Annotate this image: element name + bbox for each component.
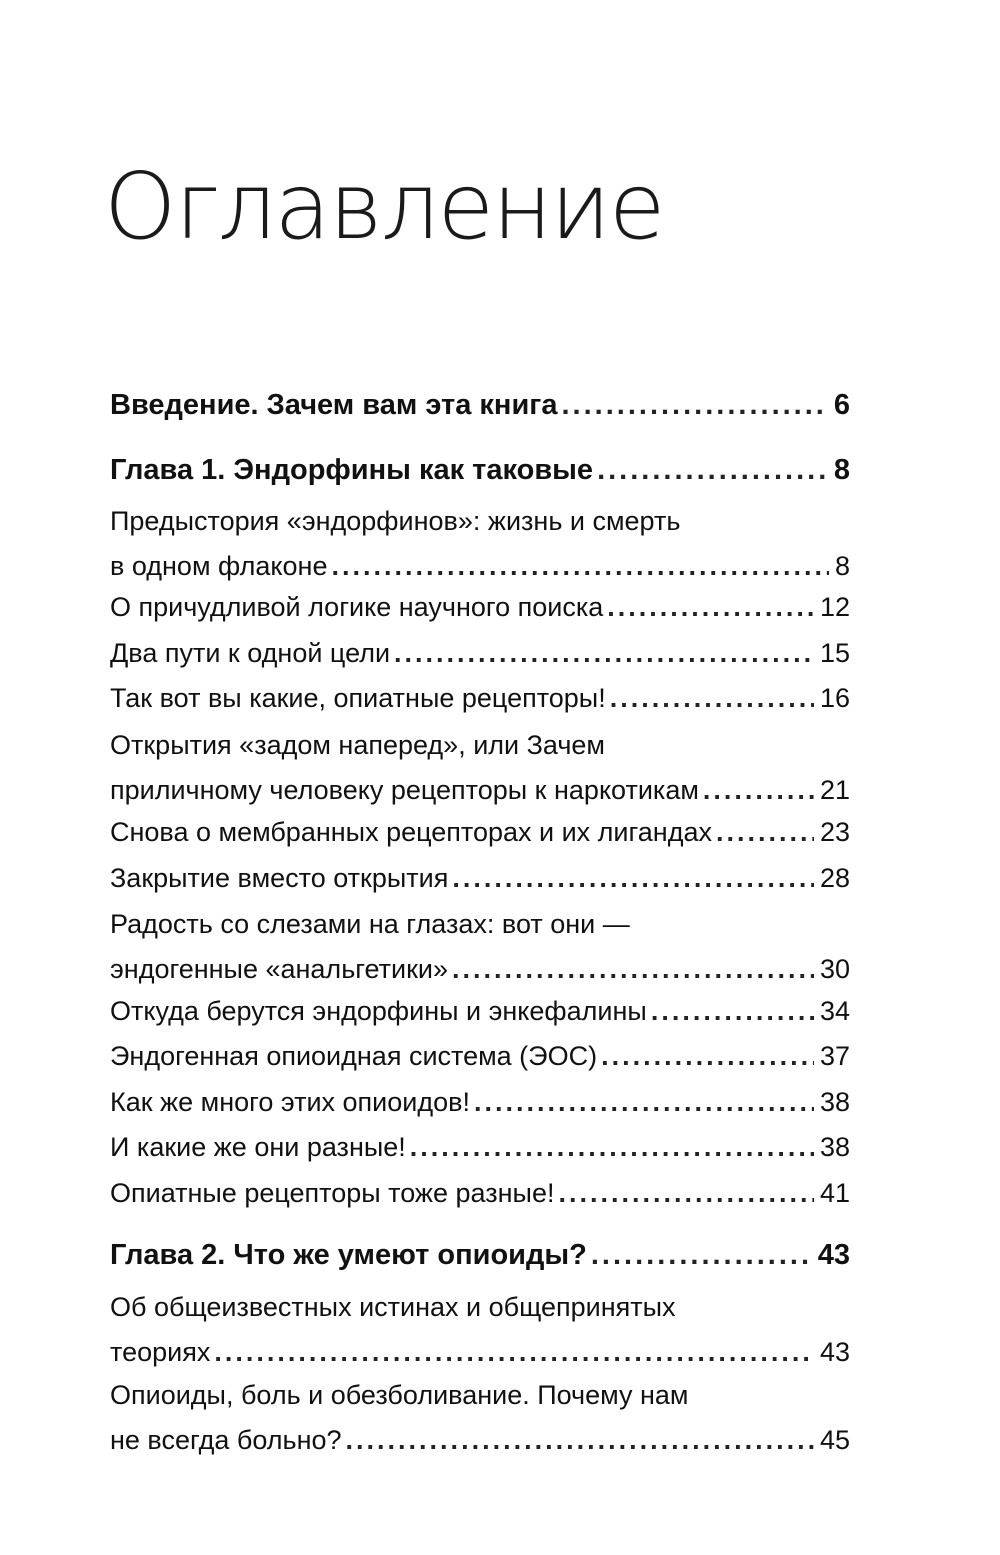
toc-entry [110,676,850,721]
toc-entry [110,585,850,630]
toc-page-number: 37 [819,1041,850,1071]
dot-leader [410,1125,814,1170]
toc-page-number: 28 [819,863,850,893]
toc-entry-text: О причудливой логике научного поиска [110,592,604,622]
dot-leader [558,1171,813,1216]
dot-leader [346,1418,814,1463]
toc-page-number: 38 [819,1132,850,1162]
toc-page-number: 21 [819,775,850,805]
toc-entry-text: Глава 1. Эндорфины как таковые [110,454,594,486]
dot-leader [610,676,814,721]
toc-page-number: 6 [833,389,850,421]
toc-entry-introduction [110,383,850,428]
toc-entry-text: Как же много этих опиоидов! [110,1087,470,1117]
toc-entry [110,902,850,992]
toc-entry-chapter-2 [110,1233,850,1278]
toc-entry [110,1373,850,1463]
dot-leader [601,1034,814,1079]
toc-page-number: 43 [819,1337,850,1367]
toc-entry-text: Два пути к одной цели [110,638,391,668]
toc-entry-text: Глава 2. Что же умеют опиоиды? [110,1239,587,1271]
dot-leader [607,585,814,630]
dot-leader [561,383,827,428]
toc-entry [110,631,850,676]
toc-entry-text: Открытия «задом наперед», или Зачем [110,730,605,760]
toc-entry-chapter-1 [110,448,850,493]
toc-page-number: 12 [819,592,850,622]
dot-leader [703,768,814,813]
dot-leader [214,1330,814,1375]
toc-entry-text: Об общеизвестных истинах и общепринятых [110,1292,676,1322]
toc-entry [110,1285,850,1375]
toc-page-number: 23 [819,817,850,847]
toc-entry [110,1034,850,1079]
dot-leader [452,947,814,992]
toc-entry [110,810,850,855]
toc-entry-text: Так вот вы какие, опиатные рецепторы! [110,683,606,713]
toc-entry-text: Радость со слезами на глазах: вот они — [110,909,630,939]
dot-leader [651,989,814,1034]
toc-entry-text: Эндогенная опиоидная система (ЭОС) [110,1041,598,1071]
toc-entry-text: Опиоиды, боль и обезболивание. Почему нам [110,1380,689,1410]
toc-page-number: 8 [833,454,850,486]
dot-leader [474,1080,814,1125]
toc-page-number: 34 [819,996,850,1026]
toc-page-number: 15 [819,638,850,668]
dot-leader [597,448,828,493]
toc-entry [110,856,850,901]
dot-leader [591,1233,812,1278]
toc-entry-text: И какие же они разные! [110,1132,406,1162]
toc-entry [110,1125,850,1170]
dot-leader [716,810,814,855]
toc-entry-text: приличному человеку рецепторы к наркотикам [110,775,699,805]
dot-leader [331,544,829,589]
toc-entry-text: не всегда больно? [110,1425,342,1455]
toc-page-number: 16 [819,683,850,713]
dot-leader [394,631,814,676]
toc-entry-text: эндогенные «анальгетики» [110,954,448,984]
toc-entry-text: Снова о мембранных рецепторах и их лигандах [110,817,712,847]
toc-page-number: 8 [834,551,850,581]
toc-entry-text: Откуда берутся эндорфины и энкефалины [110,996,647,1026]
toc-page-number: 43 [817,1239,850,1271]
toc-page-number: 41 [819,1178,850,1208]
toc-entry-text: Закрытие вместо открытия [110,863,449,893]
toc-entry [110,1171,850,1216]
toc-page-number: 38 [819,1087,850,1117]
toc-page-number: 30 [819,954,850,984]
toc-entry-text: Опиатные рецепторы тоже разные! [110,1178,555,1208]
toc-page-number: 45 [819,1425,850,1455]
page-title: Оглавление [104,153,664,260]
toc-entry-text: Введение. Зачем вам эта книга [110,389,558,421]
toc-entry [110,989,850,1034]
toc-entry-text: теориях [110,1337,211,1367]
toc-entry [110,499,850,589]
toc-entry [110,1080,850,1125]
dot-leader [452,856,814,901]
toc-entry-text: Предыстория «эндорфинов»: жизнь и смерть [110,506,681,536]
toc-entry [110,723,850,813]
toc-entry-text: в одном флаконе [110,551,328,581]
